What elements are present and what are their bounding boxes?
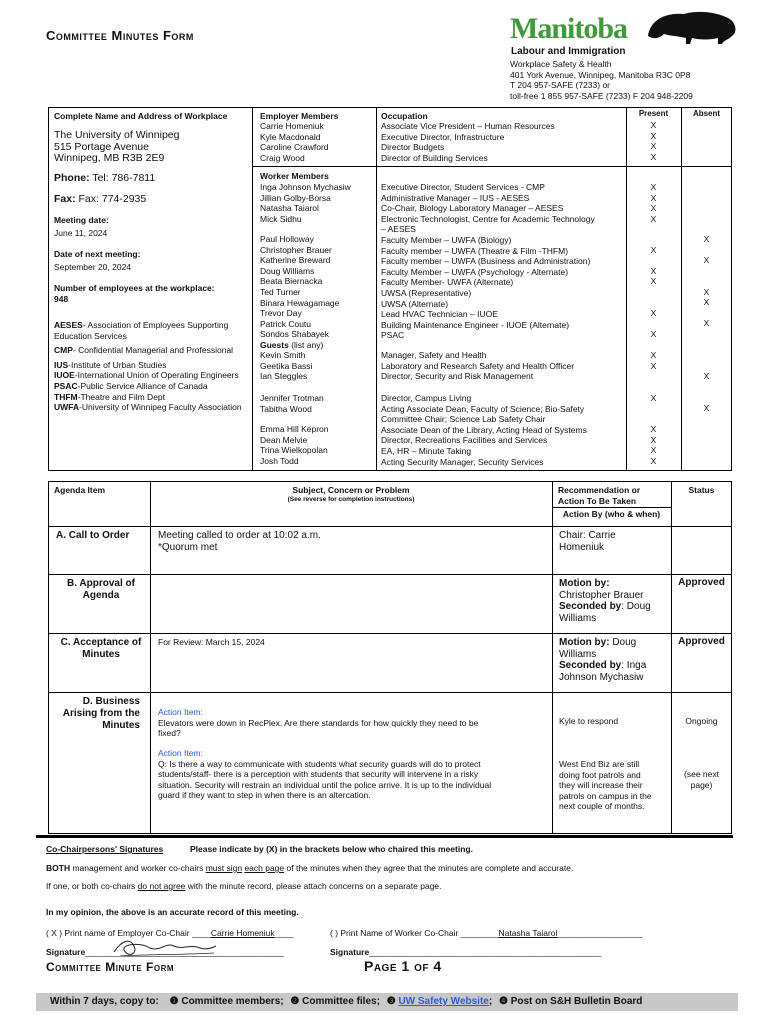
bullet-1-icon: ❶ [169, 996, 179, 1007]
row-b-status: Approved [678, 577, 725, 588]
workplace-address: The University of Winnipeg 515 Portage Avenue Winnipeg, MB R3B 2E9 [54, 129, 180, 164]
employer-present-marks: X X X X [650, 120, 657, 162]
subject-header: Subject, Concern or Problem [292, 485, 410, 495]
worker-names-2: Paul Holloway Christopher Brauer Katherine Breward Doug Williams Beata Biernacka Ted Turner Binara Hewagamage Trevor Day Patrick Coutu Sondos Shabayek [260, 234, 340, 340]
row-d-rec-1: Kyle to respond [559, 716, 619, 726]
absent-mark: X [703, 234, 710, 244]
present-mark: X [650, 266, 657, 276]
guest-names-1: Kevin Smith Geetika Bassi Ian Steggles [260, 350, 313, 382]
bison-icon [640, 6, 740, 46]
agenda-item-a: A. Call to Order [56, 530, 130, 541]
worker-occupations: Executive Director, Student Services - CMP Administrative Manager – IUS - AESES Co-Chair, Biology Laboratory Manager – AESES Electronic Technologist, Centre for Academic Technology – AESES Faculty Member – UWFA (Biology) Faculty member – UWFA (Theatre & Film -THFM) Faculty member – UWFA (Business and Administration) Faculty Member – UWFA (Psychology - Alternate) Faculty Member- UWFA (Alternate) UWSA (Representative) UWSA (Alternate) Lead HVAC Technician – IUOE Building Maintenance Engineer - IUOE (Alternate) PSAC [381, 182, 595, 341]
row-c-status: Approved [678, 636, 725, 647]
guest-occupations-1: Manager, Safety and Health Laboratory and Research Safety and Health Officer Director, Security and Risk Management [381, 350, 575, 382]
guest-names-2: Jennifer Trotman Tabitha Wood [260, 393, 324, 414]
row-c-recommendation: Motion by: Doug Williams Seconded by: Inga Johnson Mychasiw [559, 637, 647, 683]
row-c-subject: For Review: March 15, 2024 [158, 637, 265, 647]
absent-mark: X [703, 403, 710, 413]
page-number: Page 1 of 4 [364, 958, 442, 974]
footer-form-name: Committee Minute Form [46, 960, 175, 974]
row-d-status-2: (see next page) [684, 769, 719, 790]
absent-header: Absent [692, 109, 721, 118]
absent-mark: X [703, 318, 710, 328]
form-title: Committee Minutes Form [46, 28, 194, 43]
guest-present-marks-3: X X X X [650, 424, 657, 466]
agenda-item-b: B. Approval of Agenda [67, 578, 135, 601]
uw-safety-website-link[interactable]: UW Safety Website [398, 996, 489, 1007]
signatures-title: Co-Chairpersons' Signatures [46, 844, 164, 854]
occupation-header: Occupation [381, 111, 428, 121]
meeting-date-label: Meeting date: [54, 215, 109, 225]
employer-members-header: Employer Members [260, 111, 339, 121]
bullet-4-icon: ❹ [498, 996, 508, 1007]
distribution-bar: Within 7 days, copy to: ❶ Committee members; ❷ Committee files; ❸ UW Safety Website; ❹ Post on S&H Bulletin Board [36, 993, 738, 1011]
accuracy-statement: In my opinion, the above is an accurate record of this meeting. [46, 907, 299, 917]
manitoba-logo: Manitoba [510, 12, 628, 45]
row-b-recommendation: Motion by: Christopher Brauer Seconded by: Doug Williams [559, 578, 651, 624]
guests-header: Guests (list any) [260, 340, 324, 350]
office-address: Workplace Safety & Health 401 York Avenue, Winnipeg, Manitoba R3C 0P8 T 204 957-SAFE (7233) or toll-free 1 855 957-SAFE (7233) F 204 948-2209 [510, 59, 693, 101]
chair-instruction: Please indicate by (X) in the brackets below who chaired this meeting. [190, 844, 473, 854]
phone: Phone: Tel: 786-7811 [54, 172, 156, 184]
employees-count: 948 [54, 294, 69, 304]
bullet-3-icon: ❸ [386, 996, 396, 1007]
guest-names-3: Emma Hill Kepron Dean Melvie Trina Wielkopolan Josh Todd [260, 424, 329, 466]
employer-signature-scribble [110, 936, 220, 960]
present-mark: X [650, 329, 657, 339]
employer-cochair-line: ( X ) Print name of Employer Co-Chair ____Carrie Homeniuk____ [46, 928, 294, 938]
employer-occupations: Associate Vice President – Human Resources Executive Director, Infrastructure Director Budgets Director of Building Services [381, 121, 555, 163]
bullet-2-icon: ❷ [290, 996, 300, 1007]
row-a-recommendation: Chair: Carrie Homeniuk [559, 530, 616, 553]
row-d-rec-2: West End Biz are still doing foot patrols and they will increase their patrols on campus in the next couple of months. [559, 759, 652, 812]
worker-signature-label: Signature_________________________________________________ [330, 947, 601, 957]
present-mark: X [650, 393, 657, 403]
absent-mark: X [703, 371, 710, 381]
workplace-label: Complete Name and Address of Workplace [54, 111, 228, 121]
recommendation-header: Recommendation or Action To Be Taken [558, 485, 641, 506]
row-d-action-1: Action Item: Elevators were down in RecPlex. Are there standards for how quickly they need to be fixed? [158, 707, 479, 739]
absent-mark: X [703, 297, 710, 307]
absent-mark: X [703, 287, 710, 297]
worker-members-header: Worker Members [260, 171, 329, 181]
status-header: Status [688, 485, 715, 495]
guest-occupations-2: Director, Campus Living Acting Associate Dean, Faculty of Science; Bio-Safety Committee Chair; Science Lab Safety Chair Associate Dean of the Library, Acting Head of Systems Director, Recreations Facilities and Services EA, HR – Minute Taking Acting Security Manager, Security Services [381, 393, 587, 467]
absent-mark: X [703, 255, 710, 265]
present-mark: X [650, 245, 657, 255]
agenda-item-d: D. Business Arising from the Minutes [62, 696, 140, 731]
abbreviations-list: AESES- Association of Employees Supporting Education Services CMP- Confidential Managerial and Professional IUS-Institute of Urban Studies IUOE-International Union of Operating Engineers PSAC-Public Service Alliance of Canada THFM-Theatre and Film Dept UWFA-University of Winnipeg Faculty Association [54, 320, 242, 413]
employees-label: Number of employees at the workplace: [54, 283, 215, 293]
guest-present-marks-1: X X [650, 350, 657, 371]
disagree-note: If one, or both co-chairs do not agree with the minute record, please attach concerns on a separate page. [46, 881, 442, 891]
both-sign-note: BOTH management and worker co-chairs must sign each page of the minutes when they agree that the minutes are complete and accurate. [46, 863, 574, 873]
department-name: Labour and Immigration [511, 46, 626, 57]
present-marks-workers: X X X X [650, 182, 657, 224]
action-by-header: Action By (who & when) [562, 509, 661, 519]
worker-cochair-line: ( ) Print Name of Worker Co-Chair ________Natasha Taiarol__________________ [330, 928, 643, 938]
agenda-item-c: C. Acceptance of Minutes [60, 637, 142, 660]
employer-signature-label: Signature__________________________________________ [46, 947, 284, 957]
next-meeting-date: September 20, 2024 [54, 262, 132, 272]
present-header: Present [638, 109, 669, 118]
row-d-action-2: Action Item: Q: Is there a way to communicate with students what security guards will do to protect students/staff- there is a perception with students that security will intervene in a risky situation. Security will restrain an individual until the police arrive. It is up to the individual guard if they want to step in when there is an altercation. [158, 748, 492, 801]
next-meeting-label: Date of next meeting: [54, 249, 141, 259]
worker-names-1: Inga Johnson Mychasiw Jillian Golby-Borsa Natasha Taiarol Mick Sidhu [260, 182, 351, 224]
fax: Fax: Fax: 774-2935 [54, 193, 147, 205]
employer-names: Carrie Homeniuk Kyle Macdonald Caroline Crawford Craig Wood [260, 121, 329, 163]
subject-note: (See reverse for completion instructions) [287, 496, 415, 503]
present-mark: X [650, 308, 657, 318]
agenda-item-header: Agenda Item [54, 485, 106, 495]
row-a-subject: Meeting called to order at 10:02 a.m. *Quorum met [158, 530, 321, 553]
row-d-status-1: Ongoing [685, 716, 718, 726]
present-mark: X [650, 276, 657, 286]
meeting-date: June 11, 2024 [54, 228, 108, 238]
